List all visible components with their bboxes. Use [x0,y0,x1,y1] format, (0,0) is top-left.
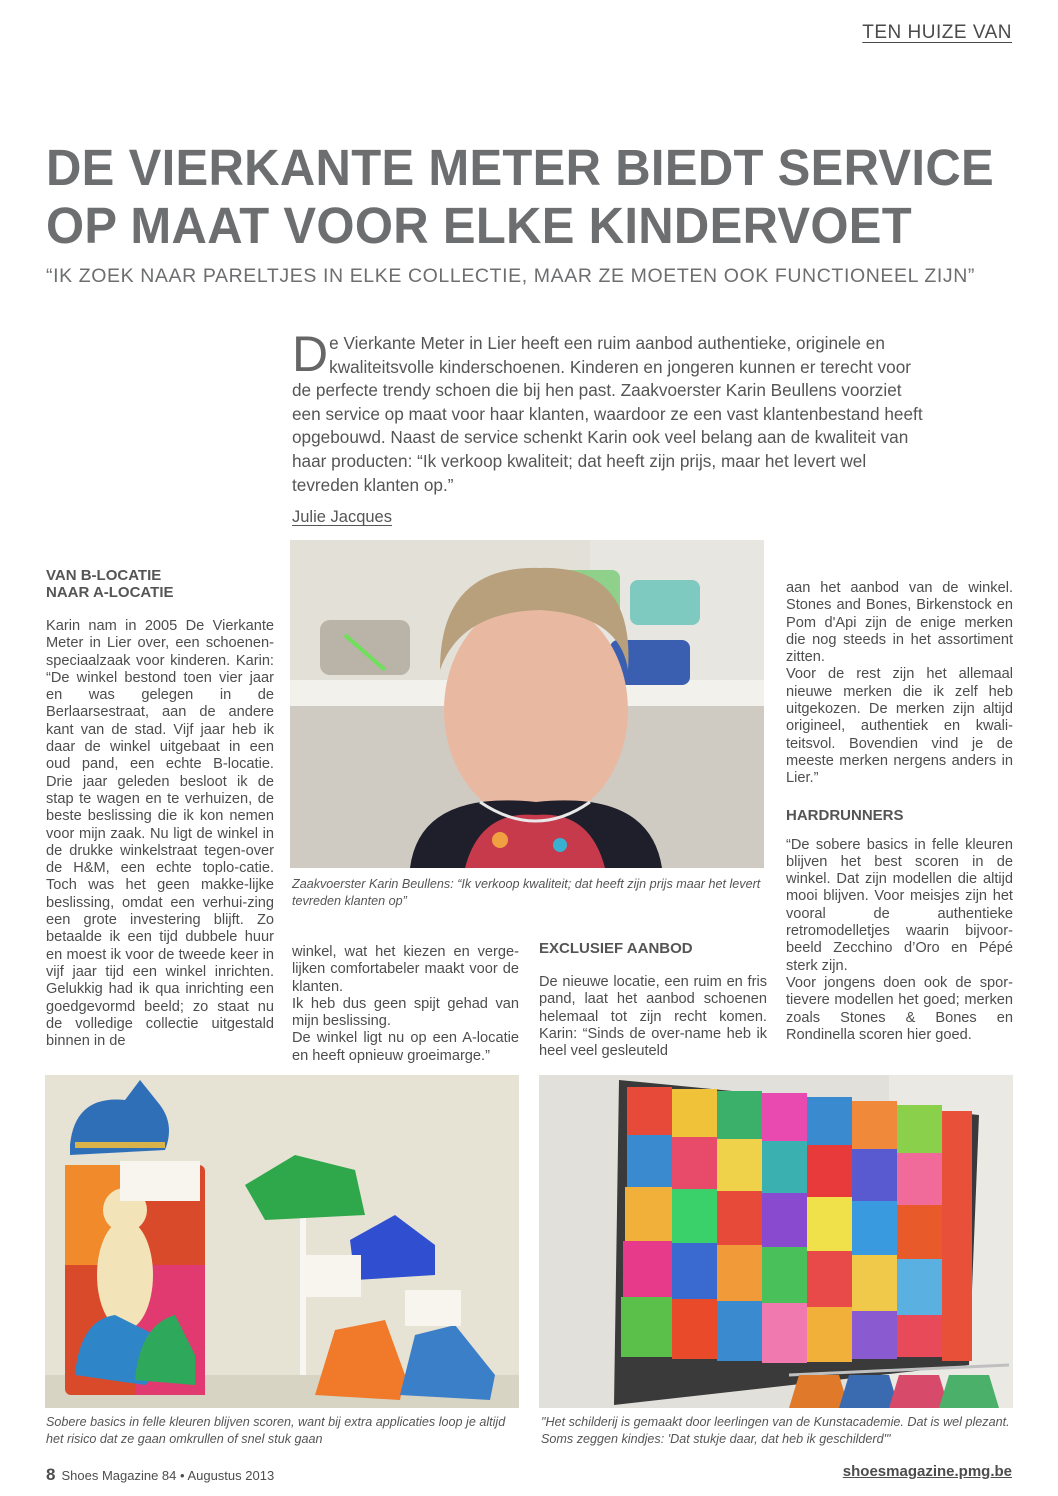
painting-grid [621,1087,972,1363]
column-2 [292,944,519,1065]
page-number: 8 [46,1465,56,1484]
article-subtitle: “IK ZOEK NAAR PARELTJES IN ELKE COLLECTIE, MAAR ZE MOETEN OOK FUNCTIONEEL ZIJN” [46,265,976,287]
shoes-caption: Sobere basics in felle kleuren blijven scoren, want bij extra applicaties loop je altijd het risico dat ze gaan omkrullen of snel stuk gaan [46,1415,506,1446]
intro-paragraph [292,326,932,497]
painting-caption: "Het schilderij is gemaakt door leerlingen van de Kunstacademie. Dat is wel plezant. Soms zeggen kindjes: 'Dat stukje daar, dat heb ik geschilderd'" [541,1415,1010,1446]
col4-p1: aan het aanbod van de winkel. Stones and Bones, Birkenstock en Pom d'Api zijn de enige merken die nog steeds in het assortiment zitten. [786,580,1013,666]
column-1 [46,567,274,1050]
section-tag: TEN HUIZE VAN [862,22,1012,43]
column-3 [539,940,767,1060]
heading-line-1: VAN B-LOCATIE [46,567,162,584]
col4-p2: Voor de rest zijn het allemaal nieuwe merken die ik zelf heb uitgekozen. De merken zijn altijd origineel, authentiek en kwali-teitsvol. Bovendien vind je de meeste merken nergens anders in Lier.” [786,666,1013,787]
portrait-photo [290,540,764,868]
title-line-1: DE VIERKANTE METER BIEDT SERVICE [46,140,994,197]
dropcap: D [292,326,329,382]
heading-hardrunners: HARDRUNNERS [786,806,904,824]
intro-text: e Vierkante Meter in Lier heeft een ruim aanbod authentieke, originele en kwaliteitsvolle kinderschoenen. Kinderen en jongeren kunnen er terecht voor de perfecte trendy schoen die bij hen past. Zaakvoerster Karin Beullens voorziet een service op maat voor haar klanten, waardoor ze een vast klantenbestand heeft opgebouwd. Naast de service schenkt Karin ook veel belang aan de kwaliteit van haar producten: “Ik verkoop kwaliteit; dat heeft zijn prijs, maar het levert wel tevreden klanten op.” [292,333,923,495]
magazine-issue: Shoes Magazine 84 • Augustus 2013 [61,1468,275,1483]
col4-p3: “De sobere basics in felle kleuren blijven het best scoren in de winkel. Dat zijn modellen die altijd mooi blijven. Voor meisjes zijn het vooral de authentieke retromodelletjes waarin bijvoor-beeld Zecchino d’Oro en Pépé sterk zijn. [786,836,1013,974]
col3-text: De nieuwe locatie, een ruim en fris pand, laat het aanbod schoenen helemaal tot zijn recht komen. Karin: “Sinds de over-name heb ik heel veel gesleuteld [539,974,767,1060]
col2-p2: Ik heb dus geen spijt gehad van mijn beslissing. [292,995,519,1030]
title-line-2: OP MAAT VOOR ELKE KINDERVOET [46,197,912,255]
painting-photo [539,1075,1013,1408]
author-byline: Julie Jacques [292,508,392,526]
column-4 [786,580,1013,1044]
website-link[interactable]: shoesmagazine.pmg.be [842,1463,1012,1480]
col1-text: Karin nam in 2005 De Vierkante Meter in Lier over, een schoenen-speciaalzaak voor kinderen. Karin: “De winkel bestond toen vier jaar en was gelegen in de Berlaarsestraat, aan de andere kant van de stad. Vijf jaar heb ik daar de winkel uitgebaat in een oud pand, een echte B-locatie. Drie jaar geleden besloot ik de stap te wagen en te verhuizen, de beste beslissing die ik kon nemen voor mijn zaak. Nu ligt de winkel in de drukke winkelstraat tegen-over de H&M, een echte toplo-catie. Toch was het geen makke-lijke beslissing, omdat een verhui-zing een grote investering blijft. Zo betaalde ik een tijd dubbele huur en moest ik voor de tweede keer in vijf jaar tijd een winkel inrichten. Gelukkig had ik qua inrichting een goedgevormd beeld; zo staat nu de volledige collectie uitgestald binnen in de [46,618,274,1050]
heading-line-2: NAAR A-LOCATIE [46,584,174,601]
portrait-caption: Zaakvoerster Karin Beullens: “Ik verkoop kwaliteit; dat heeft zijn prijs maar het levert tevreden klanten op” [292,877,761,908]
heading-b-locatie [46,567,274,601]
footer-left [46,1465,274,1485]
shoes-photo [45,1075,519,1408]
heading-exclusief: EXCLUSIEF AANBOD [539,940,693,957]
col2-p3: De winkel ligt nu op een A-locatie en heeft opnieuw groeimarge.” [292,1030,519,1064]
col4-p4: Voor jongens doen ook de spor-tievere modellen het goed; merken zoals Stones & Bones en Rondinella scoren hier goed. [786,974,1013,1043]
col2-p1: winkel, wat het kiezen en verge-lijken comfortabeler maakt voor de klanten. [292,944,519,995]
article-title [46,140,1026,256]
